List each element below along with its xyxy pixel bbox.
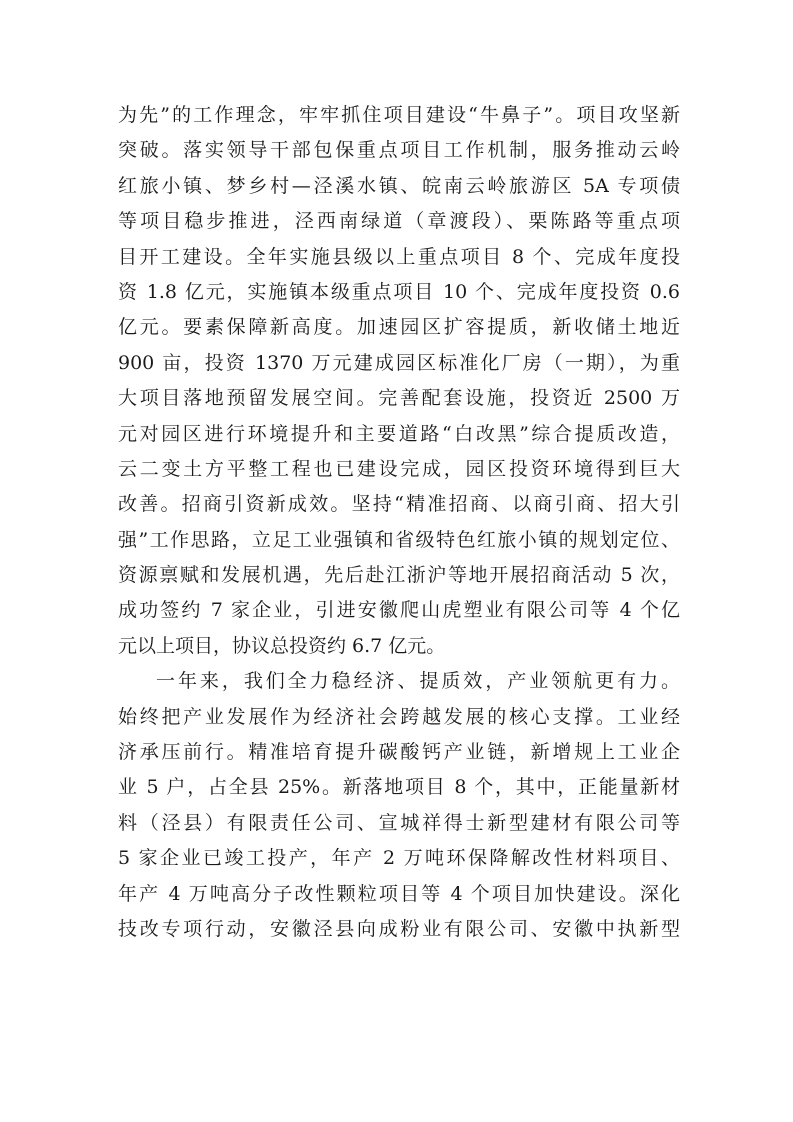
text-line: 5 家企业已竣工投产，年产 2 万吨环保降解改性材料项目、	[118, 847, 680, 870]
text-line: 等项目稳步推进，泾西南绿道（章渡段）、栗陈路等重点项	[118, 210, 680, 233]
text-line: 红旅小镇、梦乡村—泾溪水镇、皖南云岭旅游区 5A 专项债	[118, 174, 680, 197]
text-line: 资 1.8 亿元，实施镇本级重点项目 10 个、完成年度投资 0.6	[118, 280, 680, 303]
text-line: 资源禀赋和发展机遇，先后赴江浙沪等地开展招商活动 5 次，	[118, 564, 680, 587]
paragraph-project-construction	[118, 98, 680, 664]
text-line: 年产 4 万吨高分子改性颗粒项目等 4 个项目加快建设。深化	[118, 882, 680, 905]
text-line: 料（泾县）有限责任公司、宣城祥得士新型建材有限公司等	[118, 811, 680, 834]
text-line: 大项目落地预留发展空间。完善配套设施，投资近 2500 万	[118, 387, 680, 410]
text-line: 元以上项目，协议总投资约 6.7 亿元。	[118, 634, 446, 657]
text-line: 始终把产业发展作为经济社会跨越发展的核心支撑。工业经	[118, 705, 680, 728]
text-line: 成功签约 7 家企业，引进安徽爬山虎塑业有限公司等 4 个亿	[118, 599, 680, 622]
text-line: 突破。落实领导干部包保重点项目工作机制，服务推动云岭	[118, 139, 680, 162]
text-line: 元对园区进行环境提升和主要道路“白改黑”综合提质改造，	[118, 422, 680, 445]
text-line: 900 亩，投资 1370 万元建成园区标准化厂房（一期），为重	[118, 351, 680, 374]
text-line: 云二变土方平整工程也已建设完成，园区投资环境得到巨大	[118, 457, 680, 480]
body-text	[118, 98, 680, 947]
text-line: 为先”的工作理念，牢牢抓住项目建设“牛鼻子”。项目攻坚新	[118, 104, 680, 126]
paragraph-industry-development	[118, 664, 680, 947]
text-line: 济承压前行。精准培育提升碳酸钙产业链，新增规上工业企	[118, 741, 680, 764]
text-line: 改善。招商引资新成效。坚持“精准招商、以商引商、招大引	[118, 493, 680, 516]
text-line: 目开工建设。全年实施县级以上重点项目 8 个、完成年度投	[118, 245, 680, 268]
text-line: 一年来，我们全力稳经济、提质效，产业领航更有力。	[156, 670, 680, 693]
text-line: 亿元。要素保障新高度。加速园区扩容提质，新收储土地近	[118, 316, 680, 339]
text-line: 技改专项行动，安徽泾县向成粉业有限公司、安徽中执新型	[118, 917, 680, 940]
text-line: 业 5 户，占全县 25%。新落地项目 8 个，其中，正能量新材	[118, 776, 680, 799]
text-line: 强”工作思路，立足工业强镇和省级特色红旅小镇的规划定位、	[118, 528, 680, 551]
